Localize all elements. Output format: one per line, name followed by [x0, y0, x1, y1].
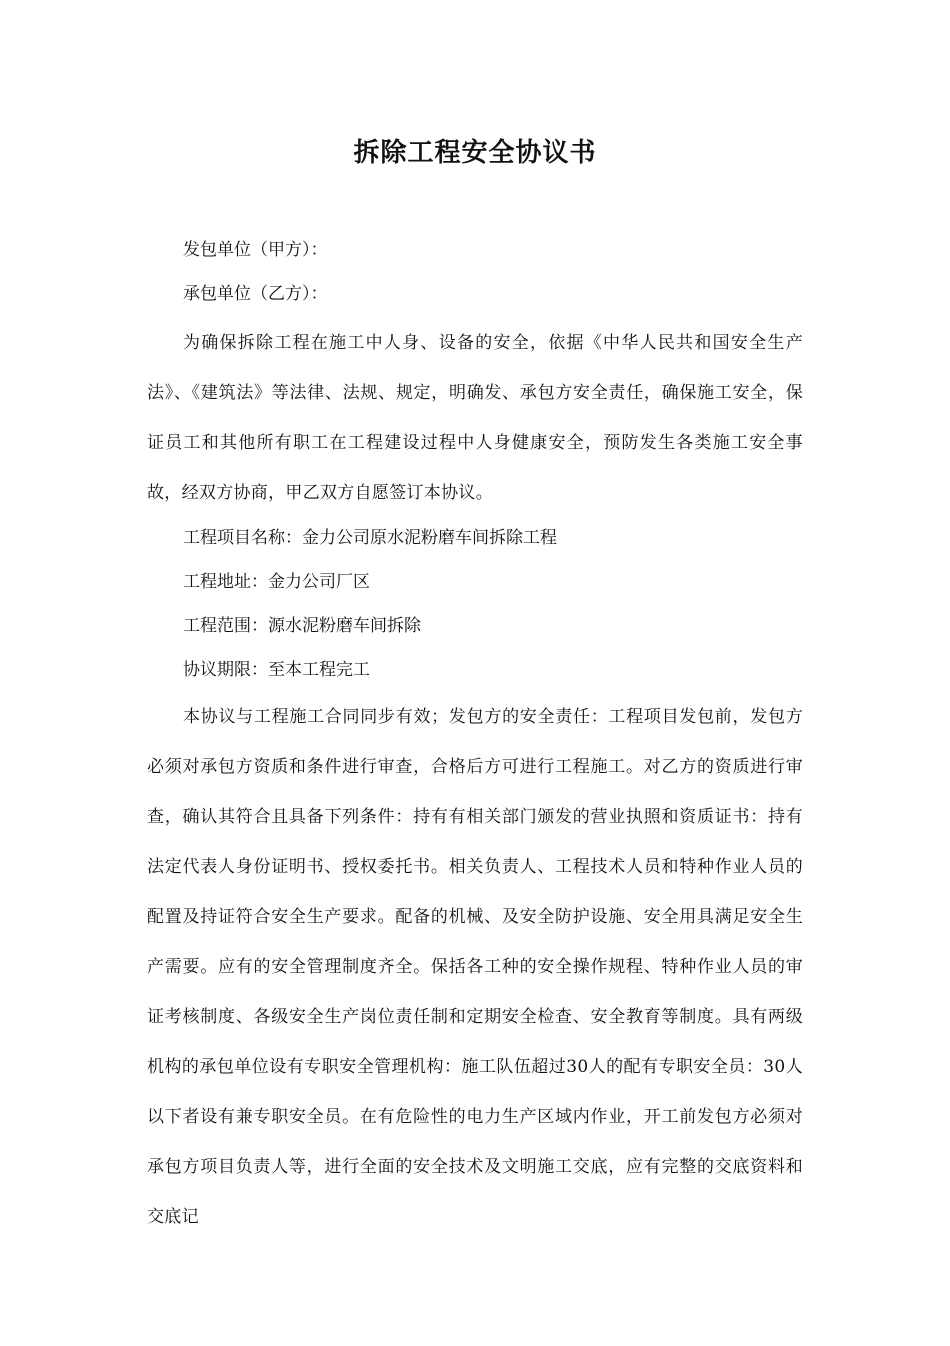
- intro-paragraph: 为确保拆除工程在施工中人身、设备的安全，依据《中华人民共和国安全生产法》、《建筑法》等法律、法规、规定，明确发、承包方安全责任，确保施工安全，保证员工和其他所有职工在工程建设过程中人身健康安全，预防发生各类施工安全事故，经双方协商，甲乙双方自愿签订本协议。: [147, 333, 803, 503]
- party-a-line: 发包单位（甲方）：: [183, 240, 328, 260]
- party-b-line: 承包单位（乙方）：: [183, 284, 328, 304]
- document-body: [147, 130, 803, 1242]
- agreement-term-line: 协议期限：至本工程完工: [183, 660, 370, 680]
- project-name-line: 工程项目名称：金力公司原水泥粉磨车间拆除工程: [183, 528, 557, 548]
- project-scope-line: 工程范围：源水泥粉磨车间拆除: [183, 616, 421, 636]
- responsibility-paragraph: 本协议与工程施工合同同步有效；发包方的安全责任：工程项目发包前，发包方必须对承包方资质和条件进行审查，合格后方可进行工程施工。对乙方的资质进行审查，确认其符合且具备下列条件：持有有相关部门颁发的营业执照和资质证书：持有法定代表人身份证明书、授权委托书。相关负责人、工程技术人员和特种作业人员的配置及持证符合安全生产要求。配备的机械、及安全防护设施、安全用具满足安全生产需要。应有的安全管理制度齐全。保括各工种的安全操作规程、特种作业人员的审证考核制度、各级安全生产岗位责任制和定期安全检查、安全教育等制度。具有两级机构的承包单位设有专职安全管理机构：施工队伍超过30人的配有专职安全员：30人以下者设有兼专职安全员。在有危险性的电力生产区域内作业，开工前发包方必须对承包方项目负责人等，进行全面的安全技术及文明施工交底，应有完整的交底资料和交底记: [147, 707, 803, 1227]
- document-title: 拆除工程安全协议书: [353, 138, 597, 168]
- project-address-line: 工程地址：金力公司厂区: [183, 572, 370, 592]
